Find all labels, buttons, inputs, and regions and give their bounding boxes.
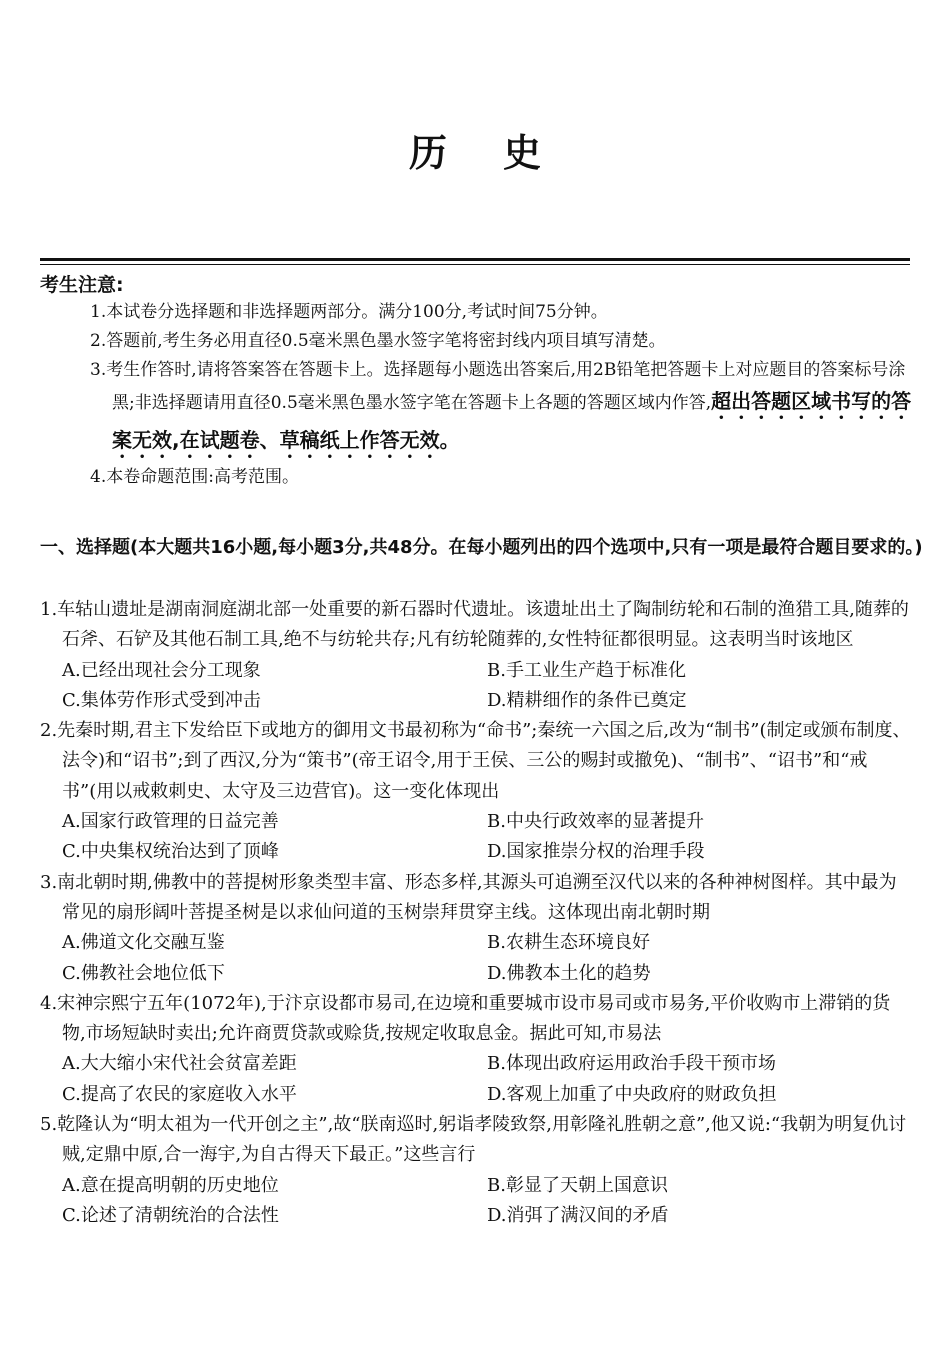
option: B.中央行政效率的显著提升 — [487, 811, 704, 833]
option: C.论述了清朝统治的合法性 — [62, 1204, 279, 1226]
notice-item: 1.本试卷分选择题和非选择题两部分。满分100分,考试时间75分钟。 — [90, 302, 608, 322]
question-stem: 5.乾隆认为“明太祖为一代开创之主”,故“朕南巡时,躬诣孝陵致祭,用彰隆礼胜朝之意”,他又说:“我朝为明复仇讨贼,定鼎中原,合一海宇,为自古得天下最正。”这些言行 — [40, 1114, 907, 1166]
option: B.体现出政府运用政治手段干预市场 — [487, 1053, 776, 1075]
notice-item-text: 3.考生作答时,请将答案答在答题卡上。选择题每小题选出答案后,用2B铅笔把答题卡上对应题目的答案标号涂黑;非选择题请用直径0.5毫米黑色墨水签字笔在答题卡上各题的答题区域内作答, — [90, 360, 906, 413]
option: C.中央集权统治达到了顶峰 — [62, 841, 279, 863]
option: B.农耕生态环境良好 — [487, 932, 650, 954]
notice-item: 4.本卷命题范围:高考范围。 — [90, 467, 299, 487]
option: D.国家推崇分权的治理手段 — [487, 841, 705, 863]
page-title: 历史 — [408, 131, 597, 175]
notice-list — [90, 298, 912, 492]
section-heading: 一、选择题(本大题共16小题,每小题3分,共48分。在每小题列出的四个选项中,只有一项是最符合题目要求的。) — [40, 537, 923, 558]
question — [40, 989, 912, 1110]
option: B.手工业生产趋于标准化 — [487, 659, 686, 681]
question-stem: 4.宋神宗熙宁五年(1072年),于汴京设都市易司,在边境和重要城市设市易司或市易务,平价收购市上滞销的货物,市场短缺时卖出;允许商贾贷款或赊货,按规定收取息金。据此可知,市易法 — [40, 992, 891, 1045]
notice-emphasis: 超出答题区域书写的答案无效,在试题卷、草稿纸上作答无效。 — [112, 389, 912, 452]
option: A.意在提高明朝的历史地位 — [62, 1174, 279, 1196]
notice-heading: 考生注意: — [40, 274, 124, 296]
option: A.已经出现社会分工现象 — [62, 659, 261, 681]
question — [40, 1110, 912, 1231]
option: C.佛教社会地位低下 — [62, 962, 225, 984]
option: C.提高了农民的家庭收入水平 — [62, 1083, 297, 1105]
question-stem: 1.车轱山遗址是湖南洞庭湖北部一处重要的新石器时代遗址。该遗址出土了陶制纺轮和石制的渔猎工具,随葬的石斧、石铲及其他石制工具,绝不与纺轮共存;凡有纺轮随葬的,女性特征都很明显。这表明当时该地区 — [40, 599, 909, 651]
question-stem: 3.南北朝时期,佛教中的菩提树形象类型丰富、形态多样,其源头可追溯至汉代以来的各种神树图样。其中最为常见的扇形阔叶菩提圣树是以求仙问道的玉树崇拜贯穿主线。这体现出南北朝时期 — [40, 871, 897, 923]
option: D.客观上加重了中央政府的财政负担 — [487, 1083, 777, 1105]
question-list — [40, 595, 912, 1231]
option: D.精耕细作的条件已奠定 — [487, 689, 687, 711]
question — [40, 595, 912, 716]
option: A.佛道文化交融互鉴 — [62, 932, 225, 954]
notice-item — [90, 356, 912, 463]
question-stem: 2.先秦时期,君主下发给臣下或地方的御用文书最初称为“命书”;秦统一六国之后,改为“制书”(制定或颁布制度、法令)和“诏书”;到了西汉,分为“策书”(帝王诏令,用于王侯、三公的赐封或撤免)、“制书”、“诏书”和“戒书”(用以戒敕刺史、太守及三边营官)。这一变化体现出 — [40, 720, 911, 802]
option: B.彰显了天朝上国意识 — [487, 1174, 668, 1196]
header-divider-thick — [40, 258, 910, 261]
option: D.佛教本土化的趋势 — [487, 962, 651, 984]
option: A.大大缩小宋代社会贫富差距 — [62, 1053, 297, 1075]
question — [40, 716, 912, 867]
header-divider-thin — [40, 264, 910, 265]
option: A.国家行政管理的日益完善 — [62, 811, 279, 833]
option: C.集体劳作形式受到冲击 — [62, 689, 261, 711]
option: D.消弭了满汉间的矛盾 — [487, 1204, 669, 1226]
notice-item: 2.答题前,考生务必用直径0.5毫米黑色墨水签字笔将密封线内项目填写清楚。 — [90, 331, 666, 351]
question — [40, 868, 912, 989]
